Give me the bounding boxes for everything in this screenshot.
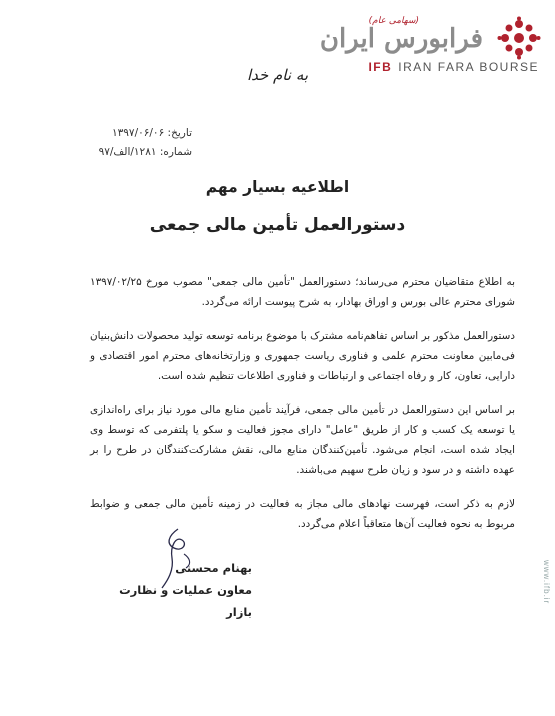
- letter-body: [90, 272, 515, 548]
- signer-name: بهنام محسنی: [175, 561, 252, 575]
- logo-tag: (سهامی عام): [368, 16, 419, 26]
- basmala-heading: به نام خدا: [246, 66, 309, 84]
- letter-number: شماره: ۱۲۸۱/الف/۹۷: [98, 146, 192, 158]
- body-paragraph: دستورالعمل مذکور بر اساس تفاهم‌نامه مشترک با موضوع برنامه توسعه تولید محصولات دانش‌بنیان فی‌مابین معاونت محترم علمی و فناوری ریاست جمهوری و وزارتخانه‌های محترم امور اقتصادی و دارایی، تعاون، کار و رفاه اجتماعی و ارتباطات و فناوری اطلاعات تنظیم شده است.: [90, 330, 515, 382]
- letter-date: تاریخ: ۱۳۹۷/۰۶/۰۶: [112, 127, 192, 139]
- letter-meta: [62, 124, 192, 162]
- body-paragraph: بر اساس این دستورالعمل در تأمین مالی جمعی، فرآیند تأمین منابع مالی مورد نیاز برای راه‌اندازی یا توسعه یک کسب و کار از طریق "عامل" دارای مجوز فعالیت و سکو یا پلتفرمی که توسط وی ایجاد شده است، انجام می‌شود. تأمین‌کنندگان منابع مالی، نقش مشارکت‌کنندگان در طرح را بر عهده داشته و در سود و زیان طرح سهیم می‌باشند.: [90, 404, 515, 476]
- logo-ifb-prefix: IFB: [368, 60, 393, 74]
- company-logo: [319, 6, 547, 74]
- ifb-emblem-icon: [497, 16, 541, 60]
- logo-latin-name: IRAN FARA BOURSE: [398, 60, 539, 74]
- signature-block: [112, 557, 252, 623]
- logo-persian-text: فرابورس ایران: [319, 24, 483, 54]
- signer-position: معاون عملیات و نظارت بازار: [119, 583, 252, 619]
- side-website-url: www.ifb.ir: [542, 560, 551, 605]
- body-paragraph: لازم به ذکر است، فهرست نهادهای مالی مجاز به فعالیت در زمینه تأمین مالی جمعی و ضوابط مربوط به نحوه فعالیت آن‌ها متعاقباً اعلام می‌گردد.: [90, 498, 515, 530]
- notice-title: اطلاعیه بسیار مهم: [205, 178, 350, 196]
- notice-subject: دستورالعمل تأمین مالی جمعی: [149, 215, 406, 235]
- body-paragraph: به اطلاع متقاضیان محترم می‌رساند؛ دستورالعمل "تأمین مالی جمعی" مصوب مورخ ۱۳۹۷/۰۲/۲۵ شورای محترم عالی بورس و اوراق بهادار، به شرح پیوست ارائه می‌گردد.: [90, 276, 515, 308]
